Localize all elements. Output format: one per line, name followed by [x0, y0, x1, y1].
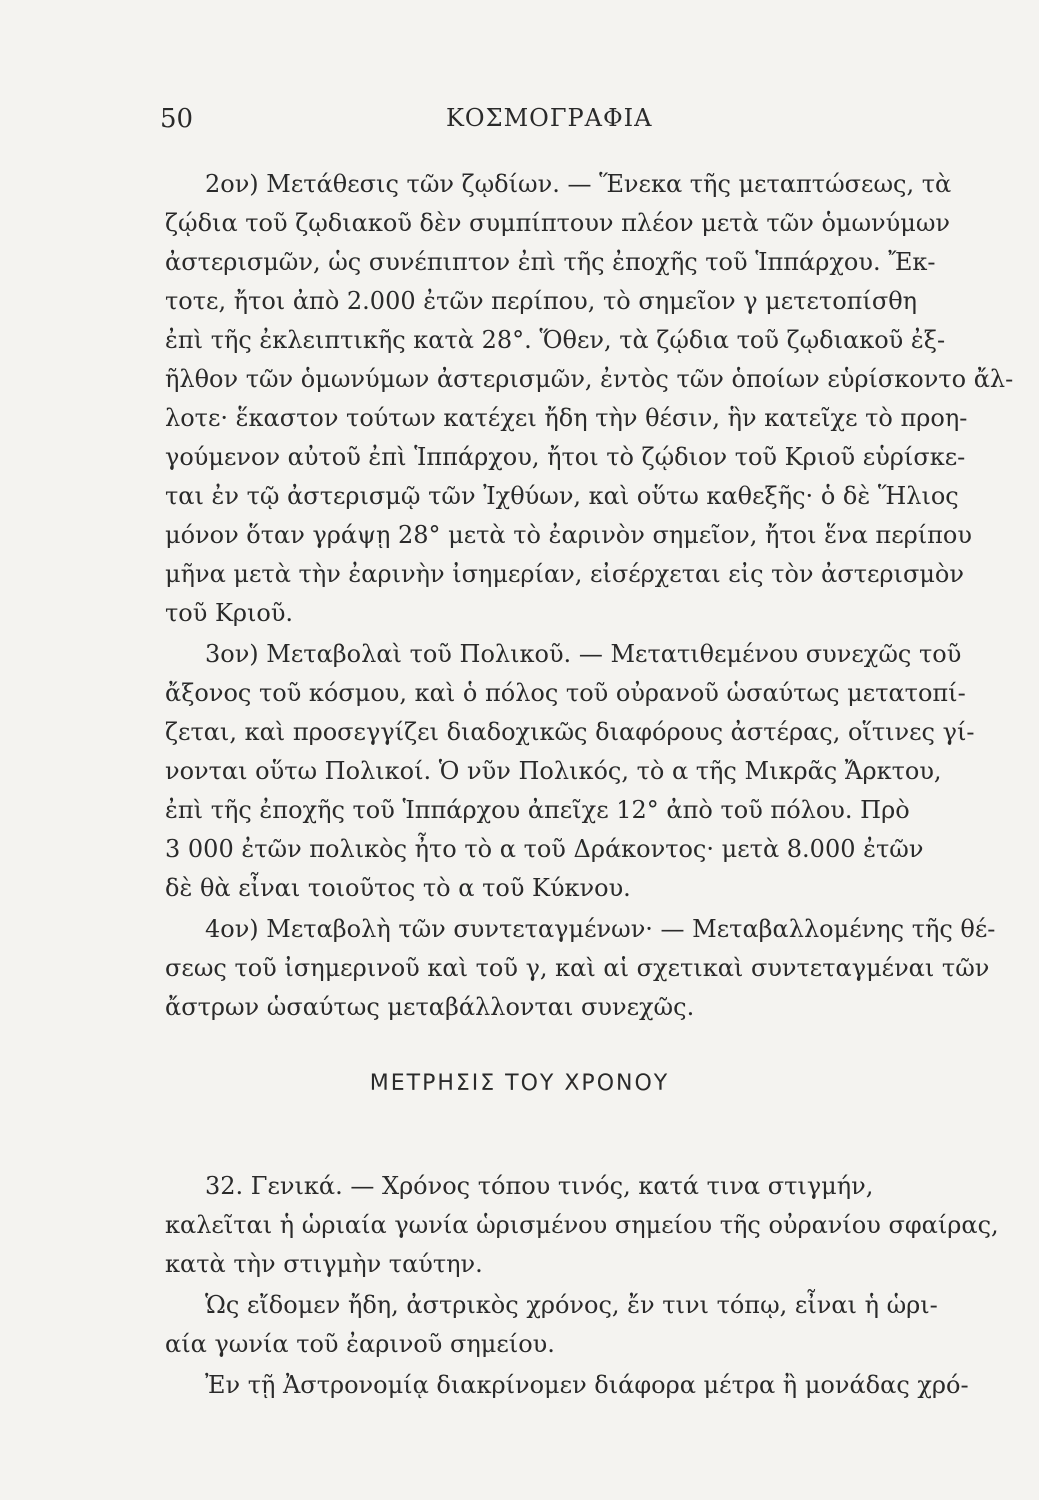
text-line: 3ον) Μεταβολαὶ τοῦ Πολικοῦ. — Μετατιθεμένου συνεχῶς τοῦ — [205, 640, 962, 668]
text-line: ται ἐν τῷ ἀστερισμῷ τῶν Ἰχθύων, καὶ οὕτω καθεξῆς· ὁ δὲ Ἥλιος — [165, 482, 959, 510]
text-line: μῆνα μετὰ τὴν ἐαρινὴν ἰσημερίαν, εἰσέρχεται εἰς τὸν ἀστερισμὸν — [165, 560, 964, 588]
text-line: καλεῖται ἡ ὡριαία γωνία ὡρισμένου σημείου τῆς οὐρανίου σφαίρας, — [165, 1211, 999, 1239]
text-line: 2ον) Μετάθεσις τῶν ζῳδίων. — Ἕνεκα τῆς μεταπτώσεως, τὰ — [205, 170, 952, 198]
running-title: ΚΟΣΜΟΓΡΑΦΙΑ — [446, 104, 653, 132]
text-line: ἄστρων ὡσαύτως μεταβάλλονται συνεχῶς. — [165, 993, 695, 1021]
text-line: λοτε· ἕκαστον τούτων κατέχει ἤδη τὴν θέσιν, ἣν κατεῖχε τὸ προη- — [165, 404, 968, 432]
text-line: ἐπὶ τῆς ἐκλειπτικῆς κατὰ 28°. Ὅθεν, τὰ ζῴδια τοῦ ζῳδιακοῦ ἐξ- — [165, 326, 946, 354]
text-line: Ὡς εἴδομεν ἤδη, ἀστρικὸς χρόνος, ἔν τινι τόπῳ, εἶναι ἡ ὡρι- — [205, 1291, 938, 1319]
text-line: κατὰ τὴν στιγμὴν ταύτην. — [165, 1250, 483, 1278]
text-line: τοῦ Κριοῦ. — [165, 599, 294, 627]
text-line: 32. Γενικά. — Χρόνος τόπου τινός, κατά τινα στιγμήν, — [205, 1172, 874, 1200]
text-line: Ἐν τῇ Ἀστρονομίᾳ διακρίνομεν διάφορα μέτρα ἢ μονάδας χρό- — [205, 1371, 969, 1399]
section-heading: ΜΕΤΡΗΣΙΣ ΤΟΥ ΧΡΟΝΟΥ — [369, 1071, 670, 1096]
text-line: ζεται, καὶ προσεγγίζει διαδοχικῶς διαφόρους ἀστέρας, οἵτινες γί- — [165, 718, 975, 746]
text-line: ἄξονος τοῦ κόσμου, καὶ ὁ πόλος τοῦ οὐρανοῦ ὡσαύτως μετατοπί- — [165, 679, 966, 707]
text-line: δὲ θὰ εἶναι τοιοῦτος τὸ α τοῦ Κύκνου. — [165, 874, 631, 902]
text-line: αία γωνία τοῦ ἐαρινοῦ σημείου. — [165, 1330, 555, 1358]
text-line: σεως τοῦ ἰσημερινοῦ καὶ τοῦ γ, καὶ αἱ σχετικαὶ συντεταγμέναι τῶν — [165, 954, 990, 982]
text-line: γούμενον αὐτοῦ ἐπὶ Ἱππάρχου, ἤτοι τὸ ζῴδιον τοῦ Κριοῦ εὑρίσκε- — [165, 443, 966, 471]
text-line: τοτε, ἤτοι ἀπὸ 2.000 ἐτῶν περίπου, τὸ σημεῖον γ μετετοπίσθη — [165, 287, 918, 315]
text-line: ῆλθον τῶν ὁμωνύμων ἀστερισμῶν, ἐντὸς τῶν ὁποίων εὑρίσκοντο ἄλ- — [165, 365, 1014, 393]
text-line: ἐπὶ τῆς ἐποχῆς τοῦ Ἱππάρχου ἀπεῖχε 12° ἀπὸ τοῦ πόλου. Πρὸ — [165, 796, 910, 824]
text-line: ἀστερισμῶν, ὡς συνέπιπτον ἐπὶ τῆς ἐποχῆς τοῦ Ἱππάρχου. Ἔκ- — [165, 248, 936, 276]
text-line: 3 000 ἐτῶν πολικὸς ἦτο τὸ α τοῦ Δράκοντος· μετὰ 8.000 ἐτῶν — [165, 835, 924, 863]
text-line: νονται οὕτω Πολικοί. Ὁ νῦν Πολικός, τὸ α τῆς Μικρᾶς Ἄρκτου, — [165, 757, 942, 785]
page-header — [0, 104, 1039, 144]
text-line: 4ον) Μεταβολὴ τῶν συντεταγμένων· — Μεταβαλλομένης τῆς θέ- — [205, 915, 996, 943]
text-line: μόνον ὅταν γράψῃ 28° μετὰ τὸ ἐαρινὸν σημεῖον, ἤτοι ἕνα περίπου — [165, 521, 972, 549]
page-number: 50 — [160, 104, 194, 134]
text-line: ζῴδια τοῦ ζῳδιακοῦ δὲν συμπίπτουν πλέον μετὰ τῶν ὁμωνύμων — [165, 209, 950, 237]
